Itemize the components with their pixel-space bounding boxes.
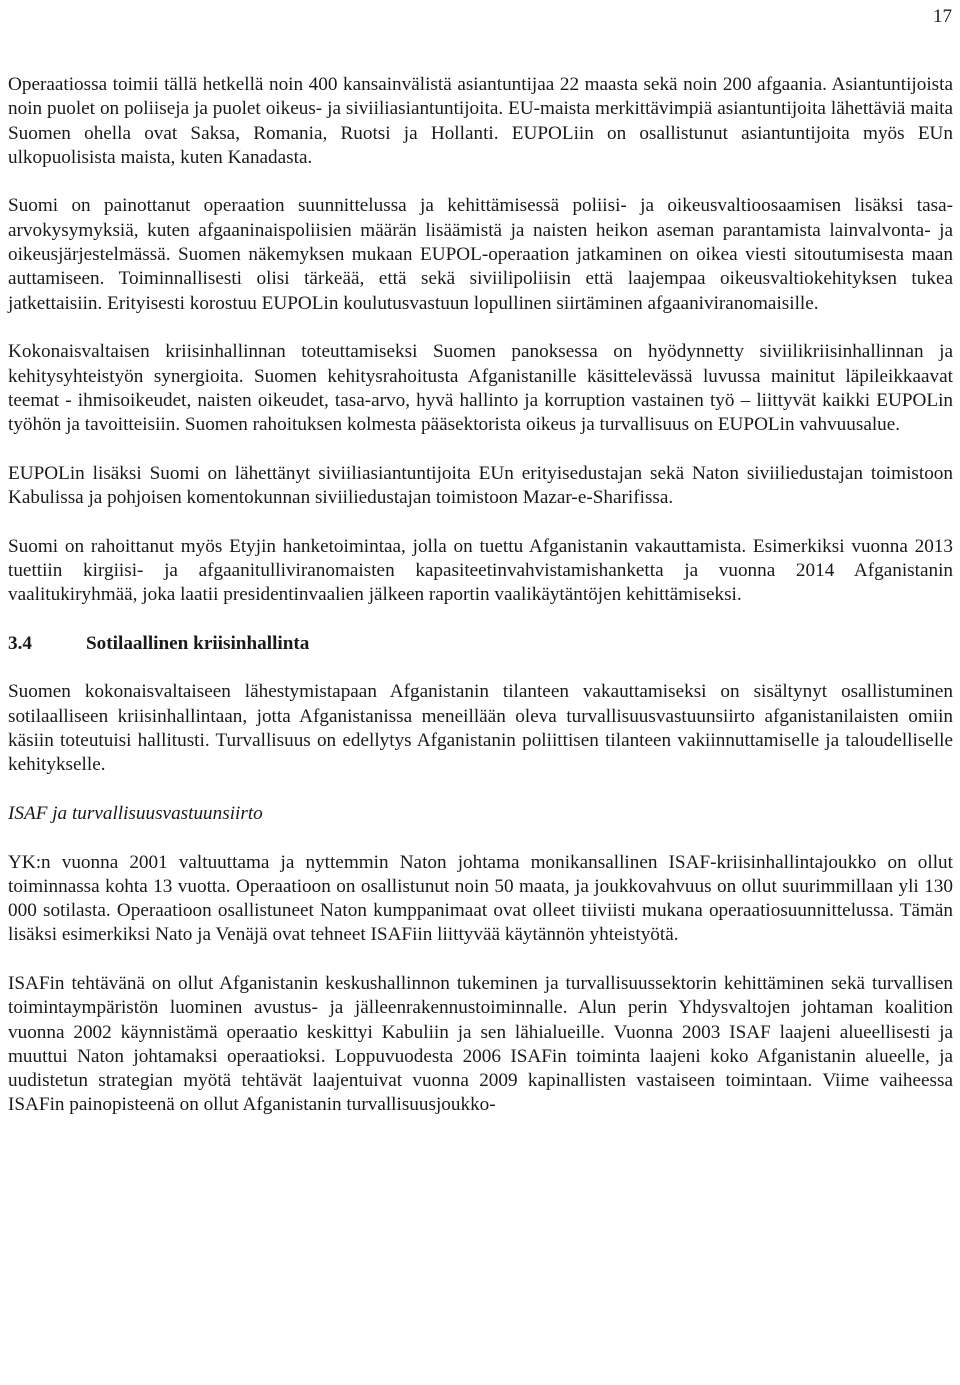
paragraph-osce-funding: Suomi on rahoittanut myös Etyjin hanketoimintaa, jolla on tuettu Afganistanin vakauttamista. Esimerkiksi vuonna 2013 tuettiin kirgiisi- ja afgaanitulliviranomaisten kapasiteetinvahvistamishanketta ja vuonna 2014 Afganistanin vaalitukiryhmää, joka laatii presidentinvaalien jälkeen raportin vaalikäytäntöjen kehittämiseksi.	[8, 535, 953, 606]
paragraph-isaf-mission: ISAFin tehtävänä on ollut Afganistanin keskushallinnon tukeminen ja turvallisuussektorin kehittäminen sekä turvallisen toimintaympäristön luominen avustus- ja jälleenrakennustoiminnalle. Alun perin Yhdysvaltojen johtaman koalition vuonna 2002 käynnistämä operaatio keskittyi Kabuliin ja sen lähialueille. Vuonna 2003 ISAF laajeni alueellisesti ja muuttui Naton johtamaksi operaatioksi. Loppuvuodesta 2006 ISAFin toiminta laajeni koko Afganistanin alueelle, ja uudistetun strategian myötä tehtävät laajentuivat vuonna 2009 kapinallisten vastaiseen toimintaan. Viime vaiheessa ISAFin painopisteenä on ollut Afganistanin turvallisuusjoukko-	[8, 972, 953, 1116]
section-number: 3.4	[8, 632, 32, 654]
subsection-heading: ISAF ja turvallisuusvastuunsiirto	[8, 802, 263, 824]
paragraph-comprehensive-approach: Kokonaisvaltaisen kriisinhallinnan toteuttamiseksi Suomen panoksessa on hyödynnetty siviilikriisinhallinnan ja kehitysyhteistyön synergioita. Suomen kehitysrahoitusta Afganistanille käsittelevässä luvussa mainitut läpileikkaavat teemat - ihmisoikeudet, naisten oikeudet, tasa-arvo, hyvä hallinto ja korruption vastainen työ – liittyvät kaikki EUPOLin työhön ja tavoitteisiin. Suomen rahoituksen kolmesta pääsektorista oikeus ja turvallisuus on EUPOLin vahvuusalue.	[8, 341, 953, 436]
paragraph-military-crisis-management: Suomen kokonaisvaltaiseen lähestymistapaan Afganistanin tilanteen vakauttamiseksi on sisältynyt osallistuminen sotilaalliseen kriisinhallintaan, jotta Afganistanissa meneillään oleva turvallisuusvastuunsiirto afganistanilaisten omiin käsiin toteutuisi hallitusti. Turvallisuus on edellytys Afganistanin poliittisen tilanteen vakiinnuttamiselle ja taloudelliselle kehitykselle.	[8, 681, 953, 776]
page-number: 17	[933, 6, 952, 27]
paragraph-eupol-staff: Operaatiossa toimii tällä hetkellä noin 400 kansainvälistä asiantuntijaa 22 maasta sekä noin 200 afgaania. Asiantuntijoista noin puolet on poliiseja ja puolet oikeus- ja siviiliasiantuntijoita. EU-maista merkittävimpiä asiantuntijoita lähettäviä maita Suomen ohella ovat Saksa, Romania, Ruotsi ja Hollanti. EUPOLiin on osallistunut asiantuntijoita myös EUn ulkopuolisista maista, kuten Kanadasta.	[8, 74, 953, 168]
section-title: Sotilaallinen kriisinhallinta	[86, 632, 310, 654]
page-body	[8, 73, 953, 1118]
paragraph-isaf-overview: YK:n vuonna 2001 valtuuttama ja nyttemmin Naton johtama monikansallinen ISAF-kriisinhallintajoukko on ollut toiminnassa kohta 13 vuotta. Operaatioon on osallistunut noin 50 maata, ja joukkovahvuus on ollut suurimmillaan yli 130 000 sotilasta. Operaatioon osallistuneet Naton kumppanimaat ovat olleet tiiviisti mukana operaatiosuunnittelussa. Tämän lisäksi esimerkiksi Nato ja Venäjä ovat tehneet ISAFiin liittyvää käytännön yhteistyötä.	[8, 851, 953, 946]
paragraph-civilian-experts: EUPOLin lisäksi Suomi on lähettänyt siviiliasiantuntijoita EUn erityisedustajan sekä Naton siviiliedustajan toimistoon Kabulissa ja pohjoisen komentokunnan siviiliedustajan toimistoon Mazar-e-Sharifissa.	[8, 462, 953, 509]
section-heading	[8, 632, 953, 656]
paragraph-finland-emphasis: Suomi on painottanut operaation suunnittelussa ja kehittämisessä poliisi- ja oikeusvaltioosaamisen lisäksi tasa-arvokysymyksiä, kuten afgaaninaispoliisien määrän lisäämistä ja naisten heikon aseman parantamista lainvalvonta- ja oikeusjärjestelmässä. Suomen näkemyksen mukaan EUPOL-operaation jatkaminen on oikea viesti sitoutumisesta maan auttamiseen. Toiminnallisesti olisi tärkeää, että sekä siviilipoliisin että laajempaa oikeusvaltiokehityksen tukea jatkettaisiin. Erityisesti korostuu EUPOLin koulutusvastuun lopullinen siirtäminen afgaaniviranomaisille.	[8, 195, 953, 314]
